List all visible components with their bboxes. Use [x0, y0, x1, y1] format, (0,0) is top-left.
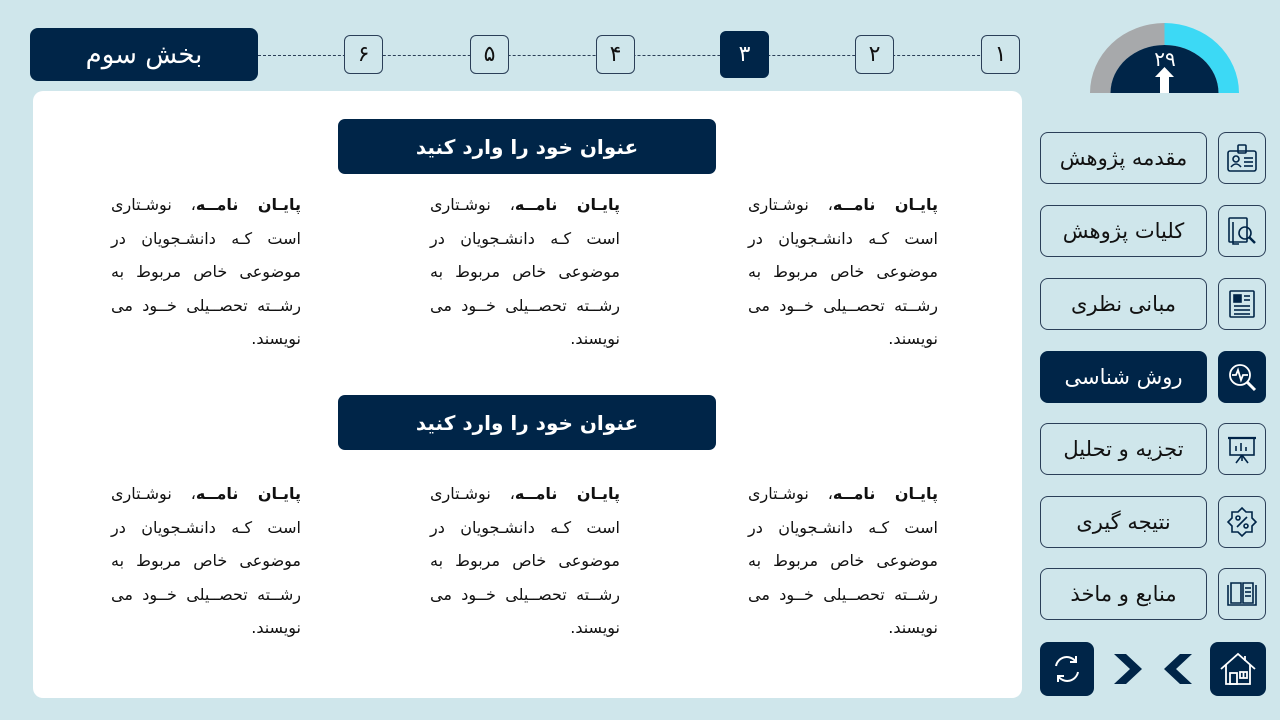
- prev-arrow-icon[interactable]: [1158, 650, 1194, 688]
- heading-top: عنوان خود را وارد کنید: [338, 119, 716, 174]
- presentation-board-icon[interactable]: [1218, 423, 1266, 475]
- home-button[interactable]: [1210, 642, 1266, 696]
- menu-item-references[interactable]: منابع و ماخذ: [1040, 568, 1207, 620]
- menu-item-conclusion[interactable]: نتیجه گیری: [1040, 496, 1207, 548]
- newspaper-icon[interactable]: [1218, 278, 1266, 330]
- paragraph: پایـان نامــه، نوشـتاری است کـه دانشـجویان در موضوعی خاص مربوط به رشــته تحصــیلی خــود می نویسند.: [111, 195, 301, 348]
- step-2[interactable]: ۲: [855, 35, 894, 74]
- refresh-icon: [1049, 651, 1085, 687]
- menu-item-analysis[interactable]: تجزیه و تحلیل: [1040, 423, 1207, 475]
- step-3[interactable]: ۳: [720, 31, 769, 78]
- home-icon: [1218, 649, 1258, 689]
- step-4[interactable]: ۴: [596, 35, 635, 74]
- paragraph: پایـان نامــه، نوشـتاری است کـه دانشـجویان در موضوعی خاص مربوط به رشــته تحصــیلی خــود می نویسند.: [430, 195, 620, 348]
- step-5[interactable]: ۵: [470, 35, 509, 74]
- next-arrow-icon[interactable]: [1112, 650, 1148, 688]
- paragraph: پایـان نامــه، نوشـتاری است کـه دانشـجویان در موضوعی خاص مربوط به رشــته تحصــیلی خــود می نویسند.: [748, 195, 938, 348]
- menu-item-theory[interactable]: مبانی نظری: [1040, 278, 1207, 330]
- step-6[interactable]: ۶: [344, 35, 383, 74]
- open-book-icon[interactable]: [1218, 568, 1266, 620]
- step-1[interactable]: ۱: [981, 35, 1020, 74]
- menu-item-generalities[interactable]: کلیات پژوهش: [1040, 205, 1207, 257]
- percent-badge-icon[interactable]: [1218, 496, 1266, 548]
- timer-value: ۲۹: [1154, 47, 1176, 71]
- document-search-icon[interactable]: [1218, 205, 1266, 257]
- id-card-icon[interactable]: [1218, 132, 1266, 184]
- menu-item-methodology[interactable]: روش شناسی: [1040, 351, 1207, 403]
- paragraph: پایـان نامــه، نوشـتاری است کـه دانشـجویان در موضوعی خاص مربوط به رشــته تحصــیلی خــود می نویسند.: [430, 484, 620, 637]
- menu-item-introduction[interactable]: مقدمه پژوهش: [1040, 132, 1207, 184]
- paragraph: پایـان نامــه، نوشـتاری است کـه دانشـجویان در موضوعی خاص مربوط به رشــته تحصــیلی خــود می نویسند.: [111, 484, 301, 637]
- heading-bottom: عنوان خود را وارد کنید: [338, 395, 716, 450]
- refresh-button[interactable]: [1040, 642, 1094, 696]
- paragraph: پایـان نامــه، نوشـتاری است کـه دانشـجویان در موضوعی خاص مربوط به رشــته تحصــیلی خــود می نویسند.: [748, 484, 938, 637]
- section-title: بخش سوم: [30, 28, 258, 81]
- magnifier-pulse-icon[interactable]: [1218, 351, 1266, 403]
